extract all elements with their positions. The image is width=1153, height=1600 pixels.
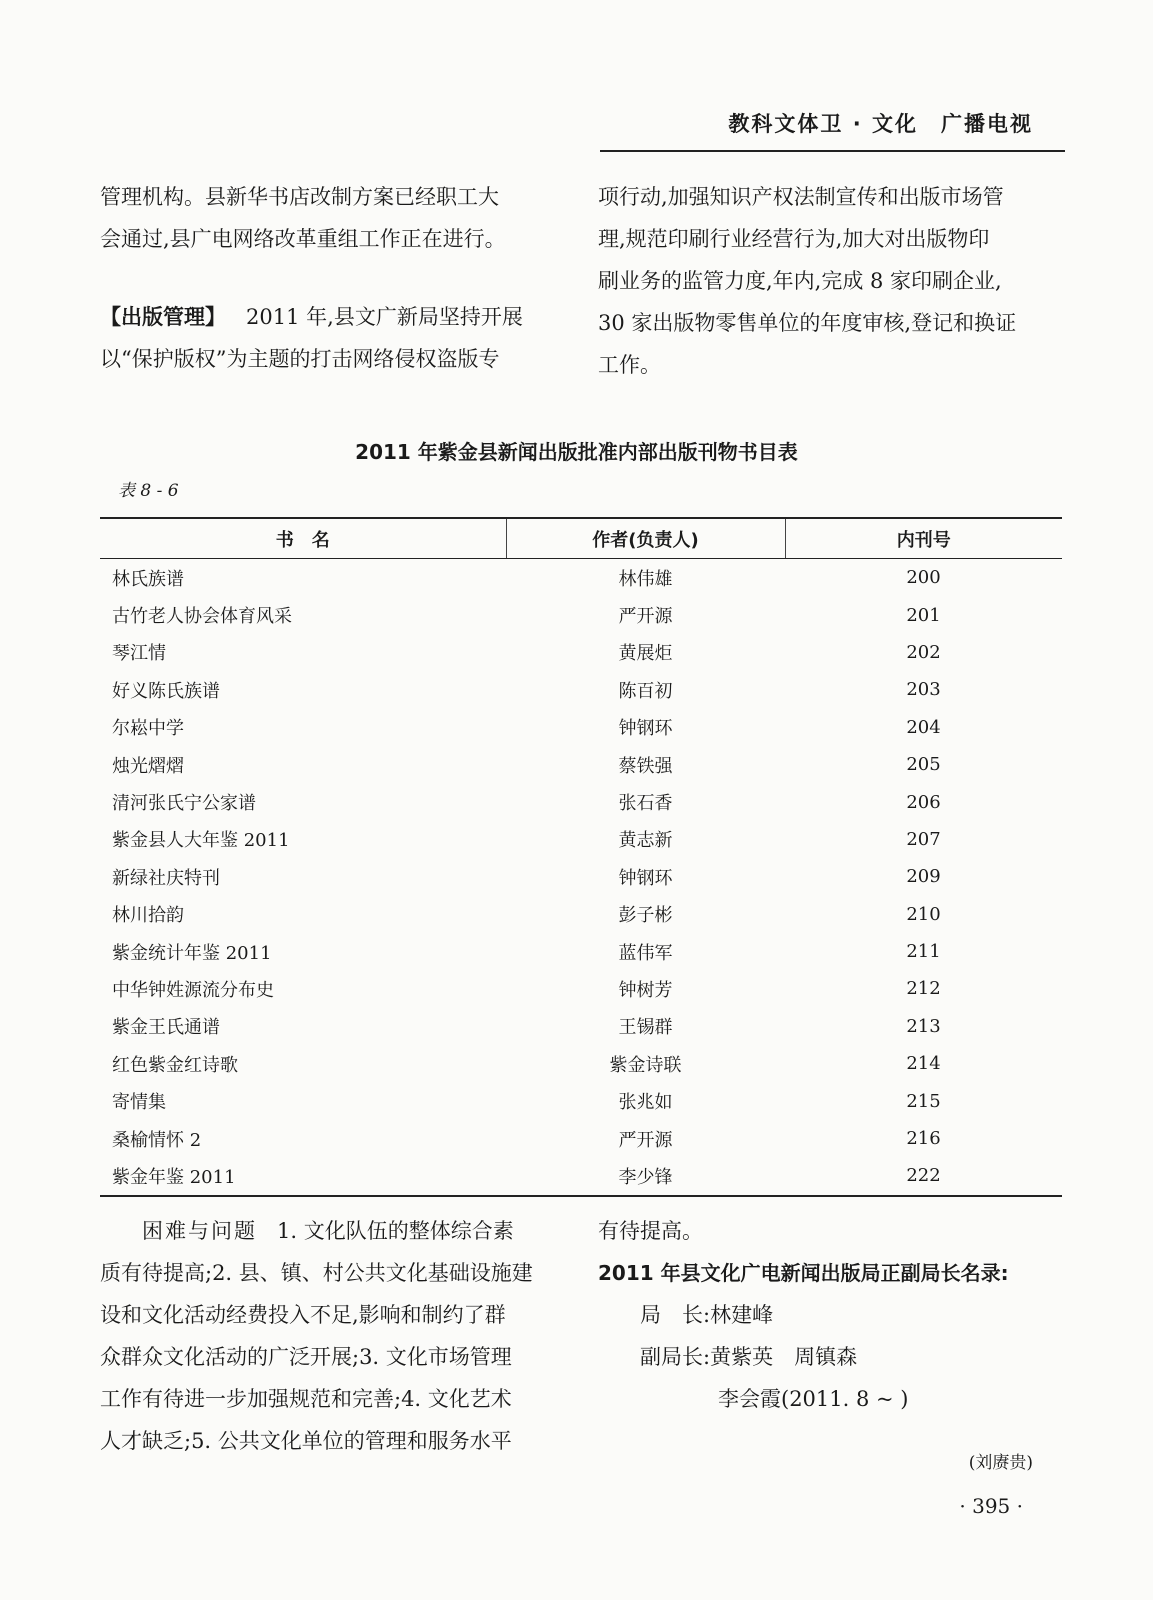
cell-book-name: 好义陈氏族谱	[112, 680, 220, 702]
table-row	[100, 671, 1062, 708]
text-line: 以“保护版权”为主题的打击网络侵权盗版专	[100, 347, 500, 371]
director-line	[598, 1294, 1058, 1336]
cell-author: 蔡铁强	[618, 755, 673, 777]
table-row	[100, 746, 1062, 783]
deputy-line	[598, 1336, 1058, 1378]
cell-author: 彭子彬	[618, 905, 673, 927]
problems-continuation: 有待提高。	[598, 1219, 703, 1243]
table-row	[100, 783, 1062, 820]
cell-internal-number: 202	[906, 641, 941, 663]
cell-book-name: 林氏族谱	[112, 568, 184, 590]
cell-book-name: 尔崧中学	[112, 718, 184, 740]
cell-book-name: 林川拾韵	[112, 905, 184, 927]
text-line: 30 家出版物零售单位的年度审核,登记和换证	[598, 311, 1017, 335]
text-line: 理,规范印刷行业经营行为,加大对出版物印	[598, 227, 990, 251]
cell-internal-number: 205	[906, 754, 941, 776]
header-book-name: 书 名	[100, 518, 506, 559]
cell-internal-number: 211	[906, 941, 941, 963]
table-row	[100, 896, 1062, 933]
deputy-label: 副局长:	[640, 1345, 711, 1369]
cell-internal-number: 201	[906, 604, 941, 626]
leaders-heading: 2011 年县文化广电新闻出版局正副局长名录:	[598, 1261, 1009, 1285]
table-row	[100, 559, 1062, 597]
cell-book-name: 紫金统计年鉴 2011	[112, 942, 272, 964]
table-row	[100, 858, 1062, 895]
table-row	[100, 1157, 1062, 1195]
table-row	[100, 970, 1062, 1007]
table-row	[100, 933, 1062, 970]
text-line: 设和文化活动经费投入不足,影响和制约了群	[100, 1303, 506, 1327]
table-row	[100, 709, 1062, 746]
cell-book-name: 桑榆情怀 2	[112, 1129, 202, 1151]
cell-book-name: 寄情集	[112, 1092, 166, 1114]
cell-author: 钟钢环	[618, 718, 673, 740]
table-body	[100, 559, 1062, 1196]
header-rule	[600, 150, 1065, 152]
director-name: 林建峰	[710, 1303, 774, 1327]
text-line: 众群众文化活动的广泛开展;3. 文化市场管理	[100, 1345, 512, 1369]
text-line: 1. 文化队伍的整体综合素	[277, 1219, 514, 1243]
cell-author: 钟树芳	[618, 979, 673, 1001]
cell-book-name: 古竹老人协会体育风采	[112, 606, 292, 628]
publishing-label: 【出版管理】	[100, 305, 226, 329]
cell-author: 李少锋	[506, 1157, 785, 1195]
cell-book-name: 新绿社庆特刊	[112, 867, 220, 889]
cell-book-name: 紫金年鉴 2011	[100, 1157, 506, 1195]
intro-paragraph-left	[100, 176, 560, 260]
table-row	[100, 1082, 1062, 1119]
cell-author: 蓝伟军	[618, 942, 673, 964]
cell-author: 严开源	[618, 606, 673, 628]
cell-author: 张兆如	[618, 1092, 673, 1114]
text-line: 刷业务的监管力度,年内,完成 8 家印刷企业,	[598, 269, 1002, 293]
publications-table	[100, 517, 1062, 1197]
cell-book-name: 琴江情	[112, 643, 166, 665]
cell-book-name: 中华钟姓源流分布史	[112, 979, 274, 1001]
cell-internal-number: 222	[785, 1157, 1062, 1195]
deputy-line-2: 李会霞(2011. 8 ~ )	[718, 1387, 909, 1411]
header-author: 作者(负责人)	[506, 518, 785, 559]
table-row	[100, 1008, 1062, 1045]
text-line: 质有待提高;2. 县、镇、村公共文化基础设施建	[100, 1261, 533, 1285]
cell-internal-number: 204	[906, 716, 941, 738]
cell-internal-number: 212	[906, 978, 941, 1000]
text-line: 管理机构。县新华书店改制方案已经职工大	[100, 185, 499, 209]
table-number: 表 8 - 6	[118, 481, 179, 501]
cell-author: 严开源	[618, 1129, 673, 1151]
text-line: 工作有待进一步加强规范和完善;4. 文化艺术	[100, 1387, 512, 1411]
deputy-names: 黄紫英 周镇森	[710, 1345, 858, 1369]
problems-paragraph	[100, 1210, 570, 1462]
cell-internal-number: 209	[906, 866, 941, 888]
text-line: 项行动,加强知识产权法制宣传和出版市场管	[598, 185, 1004, 209]
text-line: 工作。	[598, 353, 661, 377]
table-row	[100, 1045, 1062, 1082]
director-label: 局 长:	[640, 1303, 711, 1327]
cell-internal-number: 203	[906, 679, 941, 701]
table-row	[100, 634, 1062, 671]
cell-author: 黄志新	[618, 830, 673, 852]
table-header-row	[100, 518, 1062, 559]
cell-author: 林伟雄	[618, 568, 673, 590]
running-header: 教科文体卫 · 文化 广播电视	[728, 112, 1033, 136]
cell-internal-number: 207	[906, 828, 941, 850]
cell-internal-number: 214	[906, 1053, 941, 1075]
problems-label: 困难与问题	[142, 1219, 257, 1243]
cell-book-name: 紫金县人大年鉴 2011	[112, 830, 290, 852]
cell-book-name: 红色紫金红诗歌	[112, 1054, 238, 1076]
leaders-section	[598, 1210, 1058, 1420]
cell-author: 陈百初	[618, 680, 673, 702]
table-row	[100, 596, 1062, 633]
table-title: 2011 年紫金县新闻出版批准内部出版刊物书目表	[355, 440, 798, 464]
table-row	[100, 1120, 1062, 1157]
table-row	[100, 821, 1062, 858]
header-internal-number: 内刊号	[785, 518, 1062, 559]
cell-internal-number: 200	[906, 567, 941, 589]
cell-book-name: 紫金王氏通谱	[112, 1017, 220, 1039]
cell-author: 紫金诗联	[609, 1054, 682, 1076]
cell-internal-number: 215	[906, 1090, 941, 1112]
cell-author: 王锡群	[618, 1017, 673, 1039]
author-note: (刘赓贵)	[968, 1453, 1033, 1473]
text-line: 会通过,县广电网络改革重组工作正在进行。	[100, 227, 506, 251]
cell-internal-number: 213	[906, 1015, 941, 1037]
text-line: 人才缺乏;5. 公共文化单位的管理和服务水平	[100, 1429, 512, 1453]
cell-book-name: 清河张氏宁公家谱	[112, 793, 256, 815]
publishing-paragraph-right	[598, 176, 1058, 386]
publishing-paragraph-left	[100, 296, 570, 380]
cell-internal-number: 210	[906, 903, 941, 925]
cell-author: 钟钢环	[618, 867, 673, 889]
cell-author: 张石香	[618, 793, 673, 815]
cell-author: 黄展炬	[618, 643, 673, 665]
page-number: · 395 ·	[959, 1494, 1023, 1518]
cell-internal-number: 206	[906, 791, 941, 813]
cell-book-name: 烛光熠熠	[112, 755, 184, 777]
text-line: 2011 年,县文广新局坚持开展	[246, 305, 523, 329]
cell-internal-number: 216	[906, 1128, 941, 1150]
